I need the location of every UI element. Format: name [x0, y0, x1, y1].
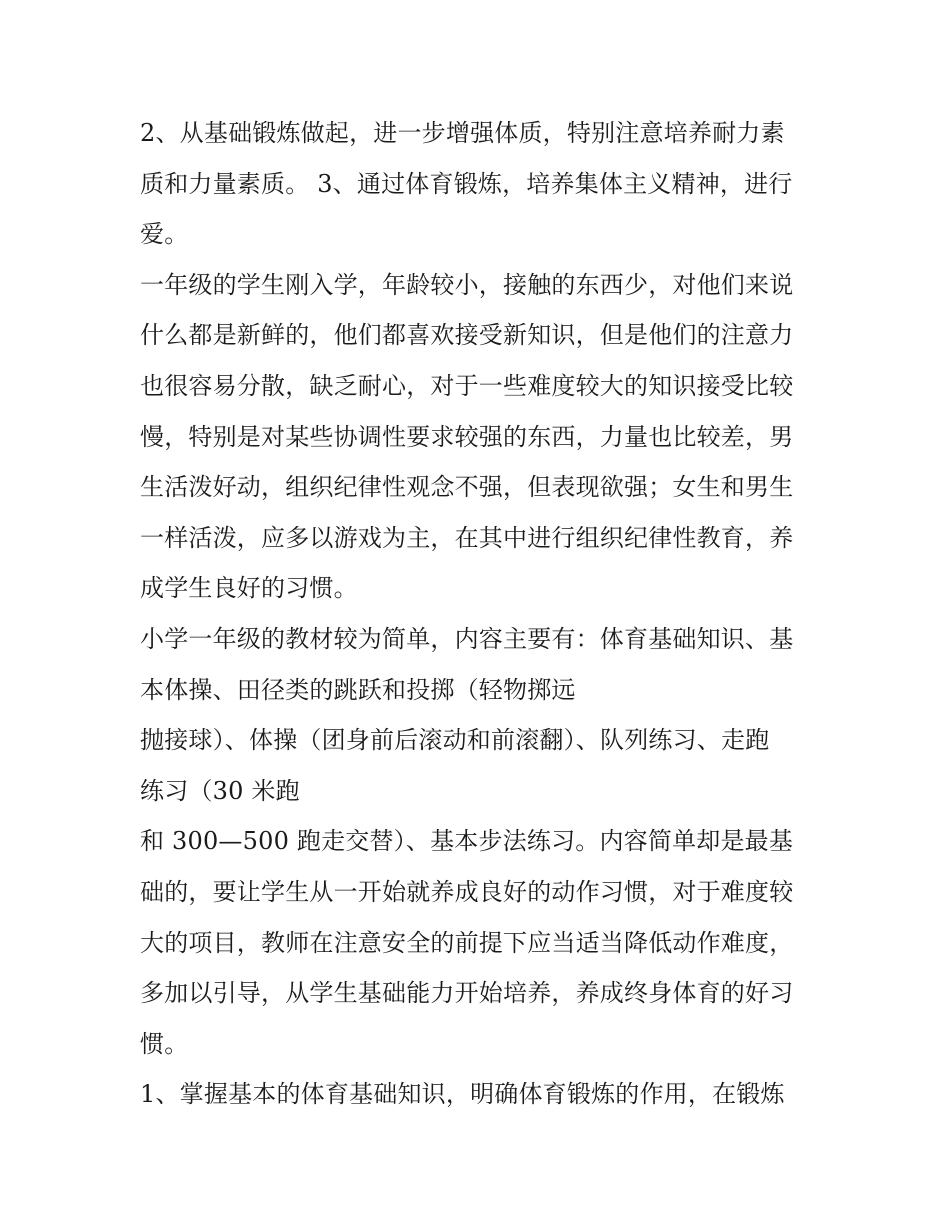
document-body	[140, 108, 820, 1120]
text-line: 大的项目，教师在注意安全的前提下应当适当降低动作难度，	[140, 928, 794, 957]
text-line: 一年级的学生刚入学，年龄较小，接触的东西少，对他们来说	[140, 270, 794, 299]
text-line: 爱。	[140, 220, 189, 249]
text-line: 和 300—500 跑走交替）、基本步法练习。内容简单却是最基	[140, 827, 794, 856]
text-line: 多加以引导，从学生基础能力开始培养，养成终身体育的好习	[140, 979, 794, 1008]
text-line: 生活泼好动，组织纪律性观念不强，但表现欲强；女生和男生	[140, 473, 794, 502]
text-line: 抛接球）、体操（团身前后滚动和前滚翻）、队列练习、走跑	[140, 726, 770, 755]
text-line: 1、掌握基本的体育基础知识，明确体育锻炼的作用，在锻炼	[140, 1080, 785, 1109]
text-line: 2、从基础锻炼做起，进一步增强体质，特别注意培养耐力素	[140, 119, 785, 147]
text-line: 础的，要让学生从一开始就养成良好的动作习惯，对于难度较	[140, 877, 794, 906]
text-line: 练习（30 米跑	[140, 776, 300, 805]
text-line: 质和力量素质。 3、通过体育锻炼，培养集体主义精神，进行	[140, 169, 793, 198]
text-line: 小学一年级的教材较为简单，内容主要有：体育基础知识、基	[140, 624, 794, 653]
text-line: 慢，特别是对某些协调性要求较强的东西，力量也比较差，男	[140, 422, 794, 451]
text-line: 一样活泼，应多以游戏为主，在其中进行组织纪律性教育，养	[140, 523, 794, 552]
text-line: 惯。	[140, 1029, 189, 1058]
text-line: 什么都是新鲜的，他们都喜欢接受新知识，但是他们的注意力	[140, 321, 794, 350]
text-line: 本体操、田径类的跳跃和投掷（轻物掷远	[140, 675, 576, 704]
text-line: 也很容易分散，缺乏耐心，对于一些难度较大的知识接受比较	[140, 371, 794, 400]
text-line: 成学生良好的习惯。	[140, 574, 358, 603]
